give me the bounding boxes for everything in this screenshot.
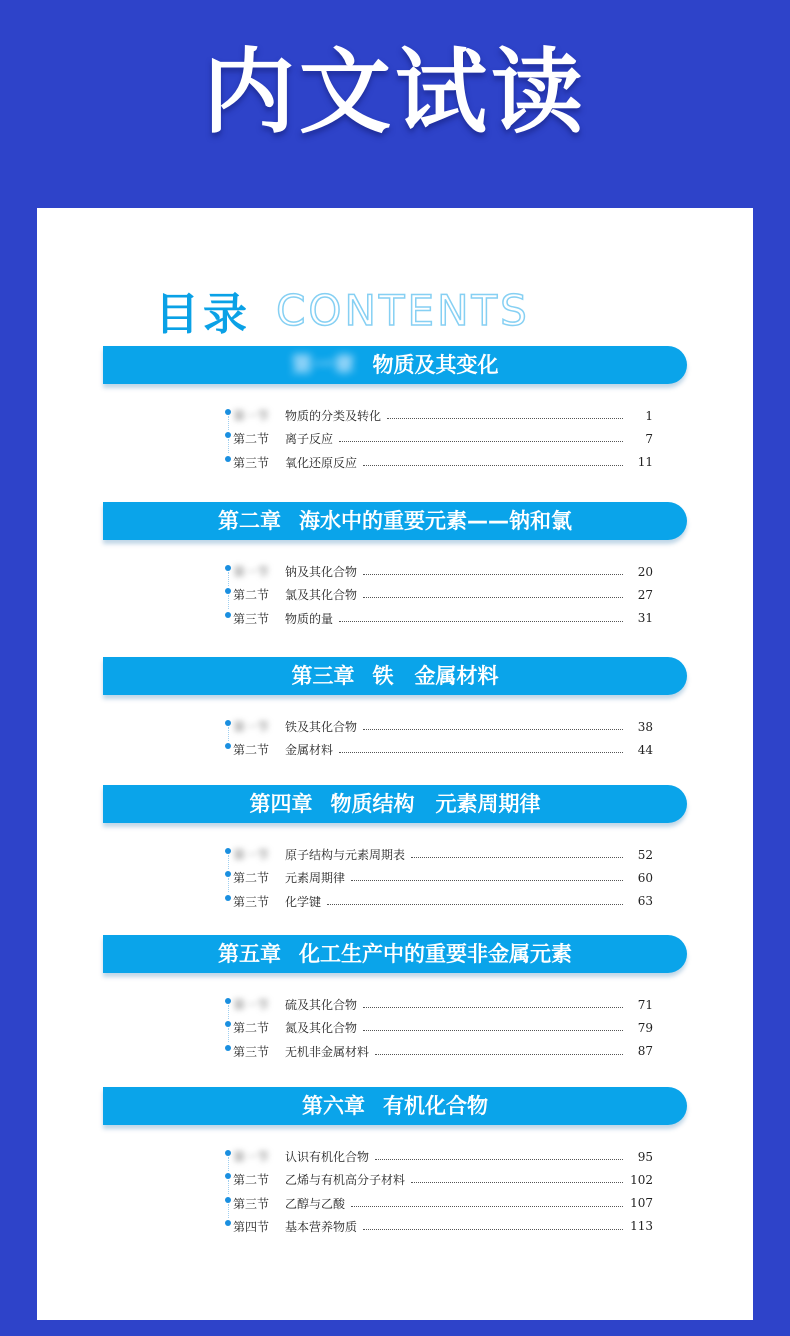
dot-leader	[363, 1007, 623, 1008]
section-number: 第四节	[233, 1219, 270, 1234]
section-page-number: 79	[637, 1020, 653, 1035]
section-page-number: 113	[630, 1219, 653, 1234]
section-name: 基本营养物质	[285, 1219, 358, 1234]
section-page-number: 87	[637, 1044, 653, 1059]
section-number: 第一节	[233, 409, 270, 423]
toc-heading	[155, 278, 530, 338]
chapter-bar[interactable]	[103, 502, 687, 540]
bullet-connector	[228, 727, 230, 741]
dot-leader	[339, 752, 623, 753]
section-row[interactable]	[233, 738, 653, 761]
section-page-number: 44	[637, 742, 653, 757]
section-name: 物质的分类及转化	[285, 409, 382, 423]
toc-heading-en: CONTENTS	[276, 285, 530, 335]
section-row[interactable]	[233, 607, 653, 630]
chapter-title: 铁 金属材料	[372, 664, 499, 688]
section-name: 原子结构与元素周期表	[285, 848, 406, 862]
section-number: 第一节	[233, 998, 270, 1012]
section-name: 乙醇与乙酸	[285, 1196, 346, 1211]
section-page-number: 11	[637, 455, 653, 470]
chapter-number: 第三章	[291, 664, 355, 688]
dot-leader	[363, 465, 623, 466]
bullet-connector	[228, 595, 230, 609]
section-page-number: 38	[637, 719, 653, 734]
bullet-connector	[228, 1005, 230, 1019]
bullet-dot-icon	[225, 409, 231, 415]
dot-leader	[363, 1030, 623, 1031]
section-row[interactable]	[233, 993, 653, 1016]
section-number: 第三节	[233, 611, 270, 626]
bullet-connector	[228, 439, 230, 453]
dot-leader	[351, 1206, 623, 1207]
section-name: 氯及其化合物	[285, 588, 358, 603]
chapter-title: 海水中的重要元素——钠和氯	[299, 509, 572, 533]
chapter-bar[interactable]	[103, 657, 687, 695]
bullet-dot-icon	[225, 848, 231, 854]
bullet-dot-icon	[225, 743, 231, 749]
section-row[interactable]	[233, 1040, 653, 1063]
bullet-connector	[228, 572, 230, 586]
chapter-number: 第五章	[218, 942, 281, 966]
bullet-dot-icon	[225, 1197, 231, 1203]
section-row[interactable]	[233, 560, 653, 583]
toc-heading-cn: 目录	[155, 289, 251, 340]
dot-leader	[339, 441, 623, 442]
section-number: 第二节	[233, 871, 270, 886]
section-row[interactable]	[233, 1192, 653, 1215]
chapter-bar[interactable]	[103, 785, 687, 823]
section-page-number: 52	[637, 847, 653, 862]
section-row[interactable]	[233, 1145, 653, 1168]
section-name: 无机非金属材料	[285, 1044, 370, 1059]
bullet-connector	[228, 855, 230, 869]
bullet-connector	[228, 1028, 230, 1042]
section-number: 第二节	[233, 588, 270, 603]
section-number: 第二节	[233, 743, 270, 758]
section-name: 氧化还原反应	[285, 455, 358, 470]
bullet-connector	[228, 1180, 230, 1194]
section-page-number: 63	[637, 894, 653, 909]
dot-leader	[375, 1054, 623, 1055]
section-name: 金属材料	[285, 743, 334, 758]
banner-title: 内文试读	[202, 39, 587, 146]
section-row[interactable]	[233, 1168, 653, 1191]
bullet-dot-icon	[225, 1150, 231, 1156]
bullet-connector	[228, 1157, 230, 1171]
bullet-dot-icon	[225, 565, 231, 571]
section-page-number: 7	[645, 431, 653, 446]
toc-page	[37, 208, 753, 1320]
section-page-number: 71	[637, 997, 653, 1012]
section-name: 氮及其化合物	[285, 1021, 358, 1036]
section-row[interactable]	[233, 866, 653, 889]
section-name: 化学键	[285, 894, 322, 909]
section-row[interactable]	[233, 583, 653, 606]
dot-leader	[363, 574, 623, 575]
dot-leader	[351, 880, 623, 881]
dot-leader	[339, 621, 623, 622]
section-page-number: 95	[637, 1149, 653, 1164]
section-number: 第二节	[233, 1173, 270, 1188]
section-row[interactable]	[233, 843, 653, 866]
chapter-title: 物质及其变化	[372, 353, 499, 377]
section-number: 第一节	[233, 1150, 270, 1164]
section-number: 第一节	[233, 848, 270, 862]
section-page-number: 1	[645, 408, 653, 423]
bullet-dot-icon	[225, 588, 231, 594]
section-name: 离子反应	[285, 432, 334, 447]
section-page-number: 27	[637, 587, 653, 602]
section-number: 第三节	[233, 455, 270, 470]
chapter-number: 第二章	[218, 509, 281, 533]
bullet-dot-icon	[225, 1021, 231, 1027]
dot-leader	[327, 904, 623, 905]
bullet-dot-icon	[225, 456, 231, 462]
section-name: 铁及其化合物	[285, 720, 358, 734]
dot-leader	[411, 1182, 623, 1183]
section-number: 第二节	[233, 432, 270, 447]
bullet-connector	[228, 416, 230, 430]
section-number: 第三节	[233, 1044, 270, 1059]
bullet-dot-icon	[225, 1220, 231, 1226]
bullet-dot-icon	[225, 432, 231, 438]
section-row[interactable]	[233, 451, 653, 474]
section-number: 第一节	[233, 720, 270, 734]
section-name: 乙烯与有机高分子材料	[285, 1173, 406, 1188]
chapter-bar[interactable]	[103, 1087, 687, 1125]
section-number: 第三节	[233, 894, 270, 909]
dot-leader	[363, 1229, 623, 1230]
section-row[interactable]	[233, 890, 653, 913]
chapter-title: 有机化合物	[383, 1094, 488, 1118]
section-page-number: 102	[630, 1172, 653, 1187]
bullet-dot-icon	[225, 1045, 231, 1051]
section-name: 硫及其化合物	[285, 998, 358, 1012]
section-number: 第三节	[233, 1196, 270, 1211]
dot-leader	[363, 729, 623, 730]
dot-leader	[411, 857, 623, 858]
section-page-number: 60	[637, 870, 653, 885]
section-row[interactable]	[233, 427, 653, 450]
bullet-dot-icon	[225, 720, 231, 726]
chapter-number: 第六章	[302, 1094, 365, 1118]
chapter-bar[interactable]	[103, 346, 687, 384]
chapter-bar[interactable]	[103, 935, 687, 973]
bullet-connector	[228, 878, 230, 892]
section-page-number: 31	[637, 611, 653, 626]
section-name: 元素周期律	[285, 871, 346, 886]
section-number: 第一节	[233, 565, 270, 579]
chapter-title: 物质结构 元素周期律	[330, 792, 541, 816]
section-name: 钠及其化合物	[285, 565, 358, 579]
section-page-number: 107	[630, 1196, 653, 1211]
chapter-number: 第四章	[249, 792, 313, 816]
section-page-number: 20	[637, 564, 653, 579]
section-name: 认识有机化合物	[285, 1150, 370, 1164]
bullet-dot-icon	[225, 895, 231, 901]
section-name: 物质的量	[285, 611, 334, 626]
section-row[interactable]	[233, 1215, 653, 1238]
section-number: 第二节	[233, 1021, 270, 1036]
dot-leader	[387, 418, 623, 419]
dot-leader	[375, 1159, 623, 1160]
bullet-connector	[228, 1204, 230, 1218]
bullet-dot-icon	[225, 1173, 231, 1179]
section-row[interactable]	[233, 404, 653, 427]
bullet-dot-icon	[225, 871, 231, 877]
chapter-number: 第一章	[291, 353, 355, 377]
chapter-title: 化工生产中的重要非金属元素	[299, 942, 572, 966]
dot-leader	[363, 597, 623, 598]
bullet-dot-icon	[225, 998, 231, 1004]
bullet-dot-icon	[225, 612, 231, 618]
section-row[interactable]	[233, 1016, 653, 1039]
section-row[interactable]	[233, 715, 653, 738]
